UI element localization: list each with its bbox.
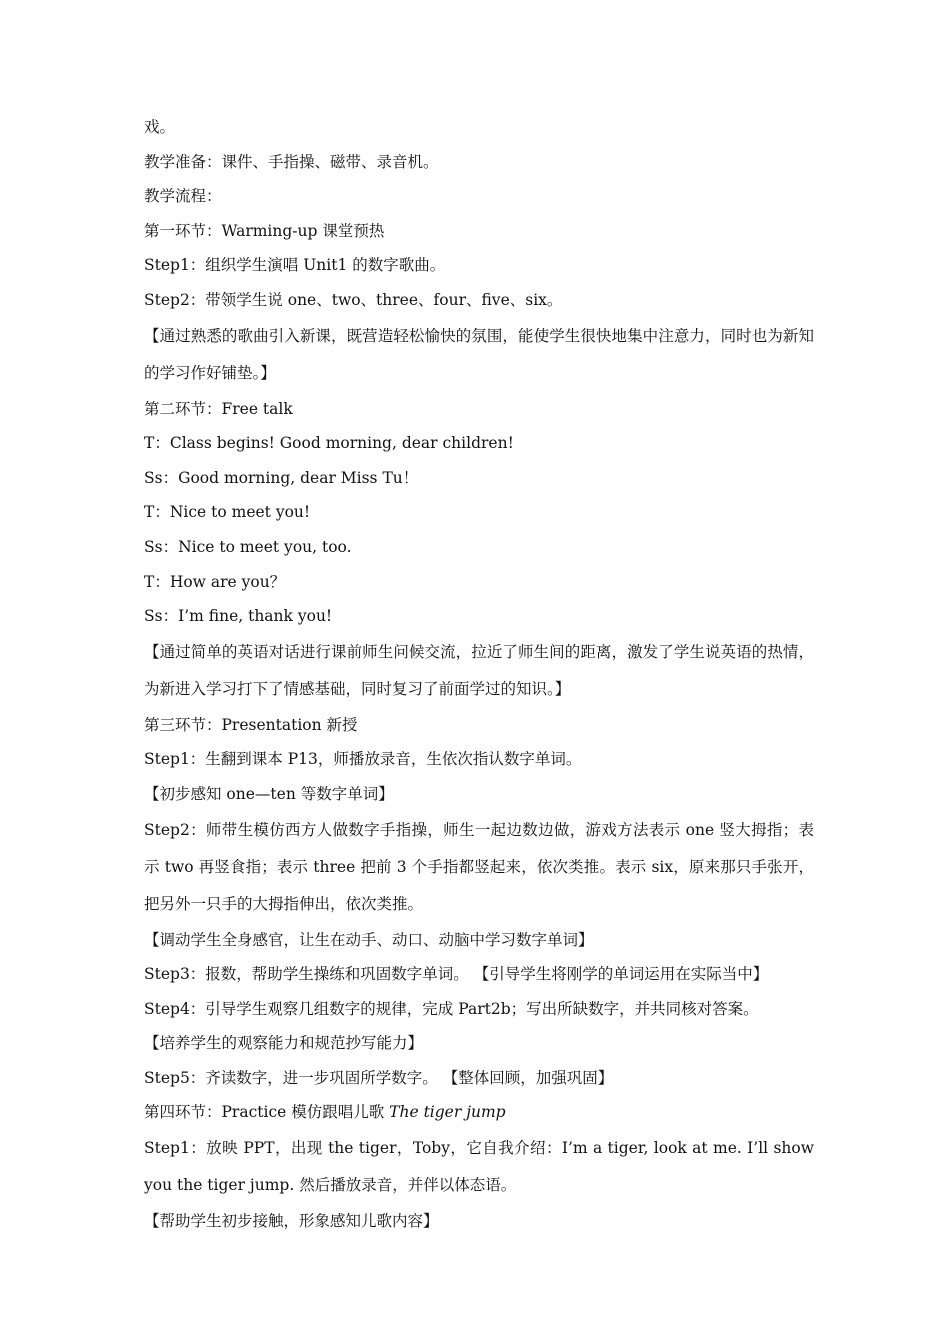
dialogue-line: T：Nice to meet you!: [144, 503, 311, 522]
dialogue-line: T：Class begins! Good morning, dear children!: [144, 434, 514, 453]
step-line: Step5：齐读数字，进一步巩固所学数字。 【整体回顾，加强巩固】: [144, 1068, 614, 1087]
song-title: The tiger jump: [389, 1103, 506, 1122]
teaching-process-heading: 教学流程：: [144, 187, 222, 206]
step-line: Step3：报数，帮助学生操练和巩固数字单词。 【引导学生将刚学的单词运用在实际当中】: [144, 965, 769, 984]
comment-paragraph: 【通过熟悉的歌曲引入新课，既营造轻松愉快的氛围，能使学生很快地集中注意力，同时也为新知的学习作好铺垫。】: [144, 326, 814, 382]
comment-line: 【初步感知 one—ten 等数字单词】: [144, 784, 394, 803]
step-line: Step1：生翻到课本 P13，师播放录音，生依次指认数字单词。: [144, 750, 582, 769]
step-line: Step1：组织学生演唱 Unit1 的数字歌曲。: [144, 256, 446, 275]
dialogue-line: Ss：Nice to meet you, too.: [144, 537, 352, 556]
step-line: Step4：引导学生观察几组数字的规律，完成 Part2b；写出所缺数字，并共同核对答案。: [144, 999, 759, 1018]
section-3-heading: 第三环节：Presentation 新授: [144, 715, 358, 734]
dialogue-line: Ss：I’m fine, thank you!: [144, 607, 333, 626]
section-4-heading: [144, 1095, 814, 1130]
comment-line: 【调动学生全身感官，让生在动手、动口、动脑中学习数字单词】: [144, 930, 594, 949]
dialogue-line: Ss：Good morning, dear Miss Tu！: [144, 468, 419, 487]
teaching-preparation: 教学准备：课件、手指操、磁带、录音机。: [144, 152, 439, 171]
section-2-heading: 第二环节：Free talk: [144, 399, 293, 418]
step-line: Step2：带领学生说 one、two、three、four、five、six。: [144, 290, 563, 309]
step-paragraph: Step1：放映 PPT，出现 the tiger，Toby，它自我介绍：I’m a tiger, look at me. I’ll show you the tiger jump. 然后播放录音，并伴以体态语。: [144, 1139, 814, 1195]
dialogue-line: T：How are you？: [144, 572, 286, 591]
document-body: [144, 110, 814, 1239]
comment-line: 【培养学生的观察能力和规范抄写能力】: [144, 1034, 424, 1053]
step-paragraph: Step2：师带生模仿西方人做数字手指操，师生一起边数边做，游戏方法表示 one 竖大拇指；表示 two 再竖食指；表示 three 把前 3 个手指都竖起来，依次类推。表示 six，原来那只手张开，把另外一只手的大拇指伸出，依次类推。: [144, 820, 814, 913]
text-line: 戏。: [144, 118, 176, 136]
section-1-heading: 第一环节：Warming-up 课堂预热: [144, 221, 385, 240]
comment-line: 【帮助学生初步接触，形象感知儿歌内容】: [144, 1212, 439, 1231]
section-4-prefix: 第四环节：Practice 模仿跟唱儿歌: [144, 1103, 390, 1122]
comment-paragraph: 【通过简单的英语对话进行课前师生问候交流，拉近了师生间的距离，激发了学生说英语的热情，为新进入学习打下了情感基础，同时复习了前面学过的知识。】: [144, 642, 814, 698]
